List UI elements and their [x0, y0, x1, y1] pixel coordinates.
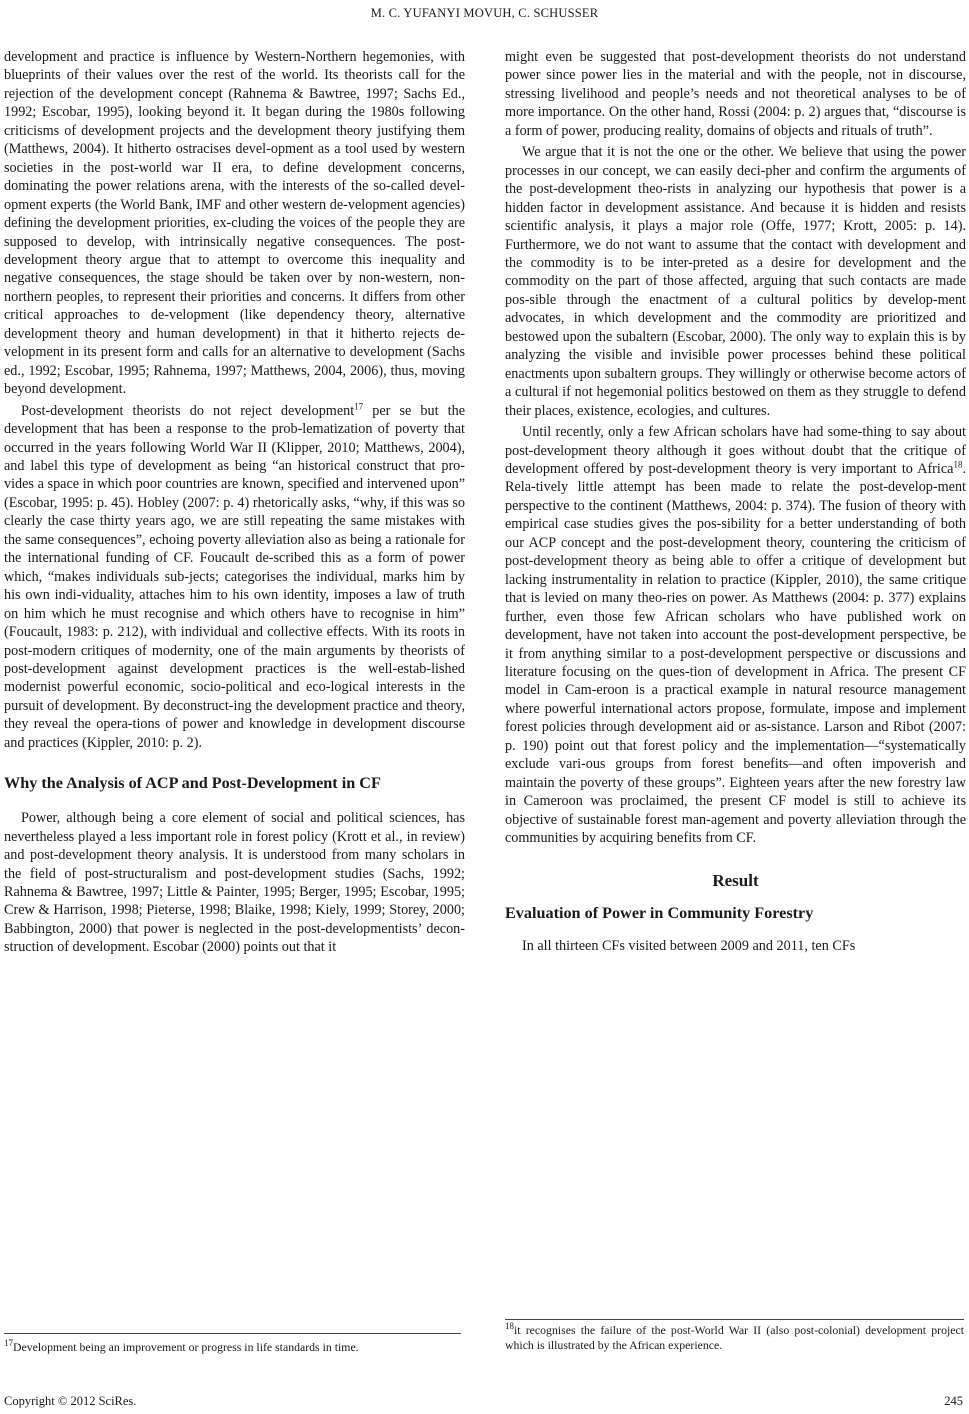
footnote-rule-left — [4, 1333, 461, 1334]
right-paragraph-1: might even be suggested that post-development theorists do not understand power since power lies in the material and with the people, not in discourse, stressing livelihood and people’s needs and not theoretical analyses to be of more importance. On the other hand, Rossi (2004: p. 2) argues that, “discourse is a form of power, producing reality, domains of objects and rituals of truth”. — [505, 49, 966, 139]
footnote-rule-right — [505, 1319, 964, 1320]
section-heading-result: Result — [712, 871, 759, 891]
right-paragraph-3 — [505, 423, 966, 847]
right-paragraph-3-text-a: Until recently, only a few African scholars have had some-thing to say about post-development theory although it goes without doubt that the critique of development offered by post-development theory is very important to Africa — [505, 424, 966, 477]
left-paragraph-1: development and practice is influence by Western-Northern hegemonies, with blueprints of their values over the rest of the world. Its theorists call for the rejection of the development concept (Rahnema & Bawtree, 1997; Sachs Ed., 1992; Escobar, 1995), looking beyond it. It began during the 1980s following criticisms of development projects and the development theory justifying them (Matthews, 2004). It hitherto ostracises devel-opment as a tool used by western societies in the post-world war II era, to define development concerns, dominating the power relations arena, with the interests of the so-called devel-opment experts (the World Bank, IMF and other western de-velopment agencies) defining the development priorities, ex-cluding the voices of the people they are supposed to develop, with intrinsically negative consequences. The post-development theory argue that to attempt to overcome this inequality and negative consequences, the stage should be taken over by non-western, non-northern peoples, to represent their priorities and concerns. It differs from other critical approaches to de-velopment (like dependency theory, alternative development theory and human development) in that it hitherto rejects de-velopment in its present form and calls for an alternative to development (Sachs ed., 1992; Escobar, 1995; Rahnema, 1997; Matthews, 2004, 2006), thus, moving beyond development. — [4, 49, 465, 398]
left-paragraph-3: Power, although being a core element of social and political sciences, has nevertheless played a less important role in forest policy (Krott et al., in review) and post-development theory analysis. It is understood from many scholars in the field of post-structuralism and post-development studies (Sachs, 1992; Rahnema & Bawtree, 1997; Little & Painter, 1995; Berger, 1995; Escobar, 1995; Crew & Harrison, 1998; Pieterse, 1998; Blaike, 1998; Kiely, 1999; Storey, 2000; Babbington, 2000) that power is neglected in the post-developmentists’ decon-struction of development. Escobar (2000) points out that it — [4, 810, 465, 956]
section-heading-acp: Why the Analysis of ACP and Post-Development in CF — [4, 774, 381, 793]
right-paragraph-2: We argue that it is not the one or the other. We believe that using the power processes in our concept, we can easily deci-pher and confirm the arguments of the post-development theo-rists in analyzing our hypothesis that power is a hidden factor in development assistance. And because it is hidden and resists scientific analysis, it plays a major role (Offe, 1977; Krott, 2005: p. 14). Furthermore, we do not want to assume that the contact with development and the commodity is to be inter-preted as a desire for development and the commodity on the part of those affected, arguing that such contacts are made pos-sible through the enactment of a cultural politics by develop-ment advocates, in which development and the commodity are prioritized and bestowed upon the subaltern (Escobar, 2000). The only way to explain this is by analyzing the visible and invisible power processes behind these political enactments upon subaltern groups. They willingly or otherwise become actors of a cultural if not hegemonial politics bestowed on them as they struggle to defend their places, existence, ecologies, and cultures. — [505, 144, 966, 419]
left-paragraph-2-text-a: Post-development theorists do not reject development — [21, 402, 355, 419]
footnote-ref-18[interactable]: 18 — [953, 459, 963, 470]
page-number: 245 — [944, 1394, 963, 1408]
right-column — [505, 48, 966, 956]
footnote-17-number: 17 — [4, 1338, 13, 1349]
footnote-17 — [4, 1340, 465, 1355]
right-paragraph-4: In all thirteen CFs visited between 2009 and 2011, ten CFs — [522, 938, 856, 955]
right-paragraph-3-text-b: . Rela-tively little attempt has been made to relate the post-develop-ment perspective to the continent (Matthews, 2004: p. 374). The fusion of theory with empirical case studies gives the pos-sibility for a better understanding of both our ACP concept and the post-development theory, countering the criticism of post-development theory as being able to offer a critique of development but lacking instrumentality in relation to practice (Kippler, 2010), the same critique that is levied on many theo-ries on power. As Matthews (2004: p. 377) explains further, even those few African scholars who have published work on development, have not taken into account the post-development perspective, be it from anything similar to a post-development perspective or discussions and literature focusing on the ques-tion of development in Africa. The present CF model in Cam-eroon is a practical example in natural resource management where powerful international actors propose, formulate, impose and implement forest policies through development aid or as-sistance. Larson and Ribot (2007: p. 190) point out that forest policy and the implementation―“systematically exclude vari-ous groups from forest benefits―and often impoverish and maintain the poverty of these groups”. Eighteen years after the new forestry law in Cameroon was proclaimed, the present CF model is still to achieve its objective of sustainable forest man-agement and poverty alleviation through the communities by acquiring benefits from CF. — [505, 460, 966, 847]
footnote-17-text: Development being an improvement or progress in life standards in time. — [13, 1340, 359, 1354]
footnote-ref-17[interactable]: 17 — [354, 400, 364, 411]
footnote-18 — [505, 1323, 964, 1353]
left-paragraph-2 — [4, 402, 465, 753]
left-column — [4, 48, 465, 957]
subsection-heading-power: Evaluation of Power in Community Forestry — [505, 904, 814, 923]
running-head: M. C. YUFANYI MOVUH, C. SCHUSSER — [370, 6, 599, 20]
footnote-18-text: it recognises the failure of the post-World War II (also post-colonial) development project which is illustrated by the African experience. — [505, 1323, 964, 1352]
copyright-notice: Copyright © 2012 SciRes. — [4, 1394, 137, 1408]
footnote-18-number: 18 — [505, 1321, 514, 1332]
left-paragraph-2-text-b: per se but the development that has been a response to the prob-lematization of poverty that occurred in the years following World War II (Klipper, 2010; Matthews, 2004), and label this type of development as being “an historical construct that pro-vides a space in which poor countries are known, specified and intervened upon” (Escobar, 1995: p. 45). Hobley (2007: p. 4) rhetorically asks, “why, if this was so clearly the case thirty years ago, we are still repeating the same mistakes with the same consequences”, echoing poverty alleviation also as being a rationale for the international funding of CF. Foucault de-scribed this as a form of power which, “makes individuals sub-jects; categorises the individual, marks him by his own indi-viduality, attaches him to his own identity, imposes a law of truth on him which he must recognise and which others have to recognise in him” (Foucault, 1983: p. 212), with individual and collective effects. With its roots in post-modern critiques of modernity, one of the main arguments by theorists of post-development against development practices is the well-estab-lished modernist powerful economic, socio-political and eco-logical interests in the pursuit of development. By deconstruct-ing the development practice and theory, they reveal the opera-tions of power and knowledge in development discourse and practices (Kippler, 2010: p. 2). — [4, 402, 465, 751]
